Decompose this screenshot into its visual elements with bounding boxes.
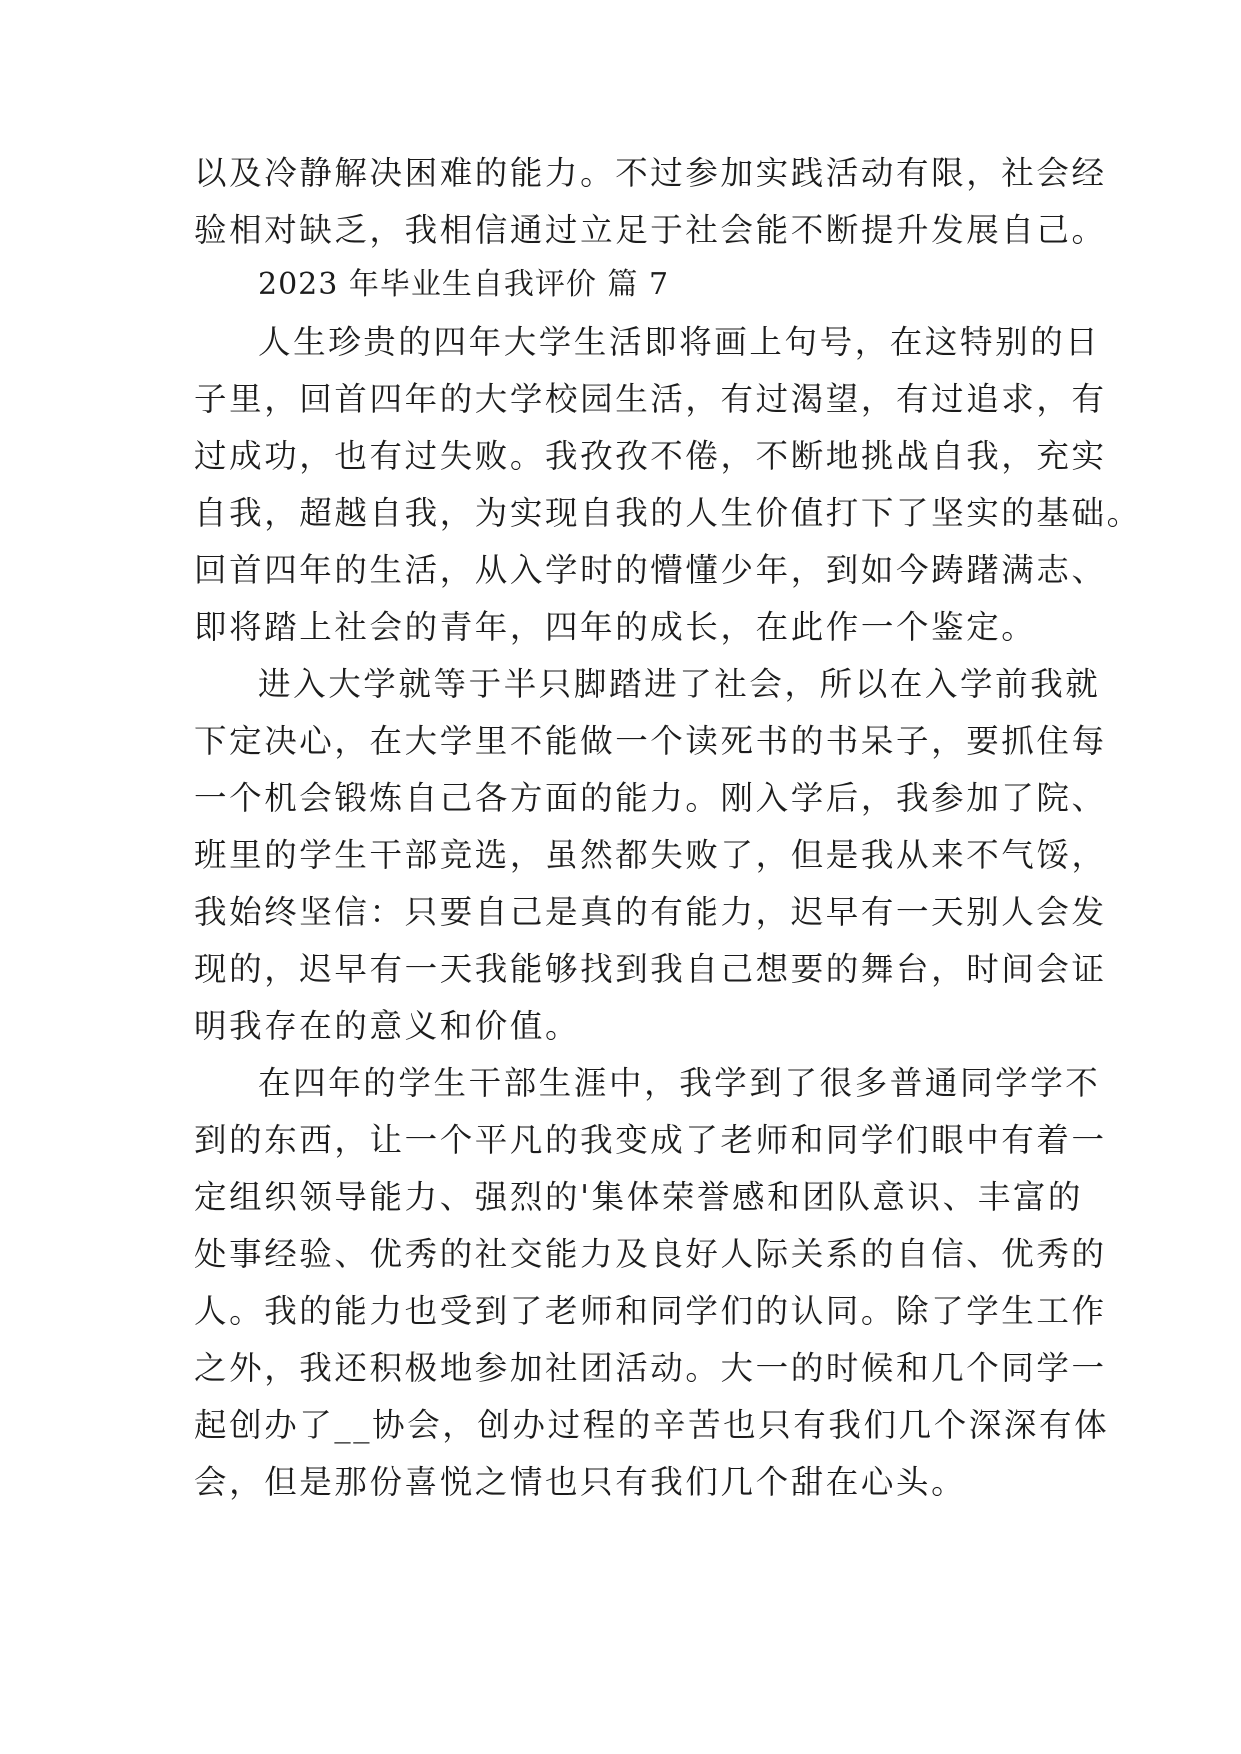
- text-line: 自我，超越自我，为实现自我的人生价值打下了坚实的基础。: [194, 494, 1142, 532]
- text-line: 子里，回首四年的大学校园生活，有过渴望，有过追求，有: [194, 380, 1107, 418]
- text-line: 回首四年的生活，从入学时的懵懂少年，到如今踌躇满志、: [194, 551, 1107, 589]
- paragraph-first-line: 进入大学就等于半只脚踏进了社会，所以在入学前我就: [258, 665, 1101, 703]
- text-line: 班里的学生干部竞选，虽然都失败了，但是我从来不气馁，: [194, 836, 1107, 874]
- paragraph-first-line: 在四年的学生干部生涯中，我学到了很多普通同学学不: [258, 1064, 1101, 1102]
- text-line: 以及冷静解决困难的能力。不过参加实践活动有限，社会经: [194, 154, 1107, 192]
- text-line: 起创办了__协会，创办过程的辛苦也只有我们几个深深有体: [194, 1406, 1110, 1444]
- section-heading: 2023 年毕业生自我评价 篇 7: [258, 267, 670, 302]
- text-line: 一个机会锻炼自己各方面的能力。刚入学后，我参加了院、: [194, 779, 1107, 817]
- paragraph-first-line: 人生珍贵的四年大学生活即将画上句号，在这特别的日: [258, 323, 1101, 361]
- text-line: 到的东西，让一个平凡的我变成了老师和同学们眼中有着一: [194, 1121, 1107, 1159]
- text-line: 我始终坚信：只要自己是真的有能力，迟早有一天别人会发: [194, 893, 1107, 931]
- text-line: 下定决心，在大学里不能做一个读死书的书呆子，要抓住每: [194, 722, 1107, 760]
- text-line: 明我存在的意义和价值。: [194, 1007, 581, 1045]
- text-line: 验相对缺乏，我相信通过立足于社会能不断提升发展自己。: [194, 211, 1107, 249]
- text-line: 定组织领导能力、强烈的'集体荣誉感和团队意识、丰富的: [194, 1178, 1084, 1216]
- text-line: 人。我的能力也受到了老师和同学们的认同。除了学生工作: [194, 1292, 1107, 1330]
- text-line: 即将踏上社会的青年，四年的成长，在此作一个鉴定。: [194, 608, 1037, 646]
- text-line: 会，但是那份喜悦之情也只有我们几个甜在心头。: [194, 1463, 967, 1501]
- text-line: 处事经验、优秀的社交能力及良好人际关系的自信、优秀的: [194, 1235, 1107, 1273]
- text-line: 现的，迟早有一天我能够找到我自己想要的舞台，时间会证: [194, 950, 1107, 988]
- text-line: 之外，我还积极地参加社团活动。大一的时候和几个同学一: [194, 1349, 1107, 1387]
- text-line: 过成功，也有过失败。我孜孜不倦，不断地挑战自我，充实: [194, 437, 1107, 475]
